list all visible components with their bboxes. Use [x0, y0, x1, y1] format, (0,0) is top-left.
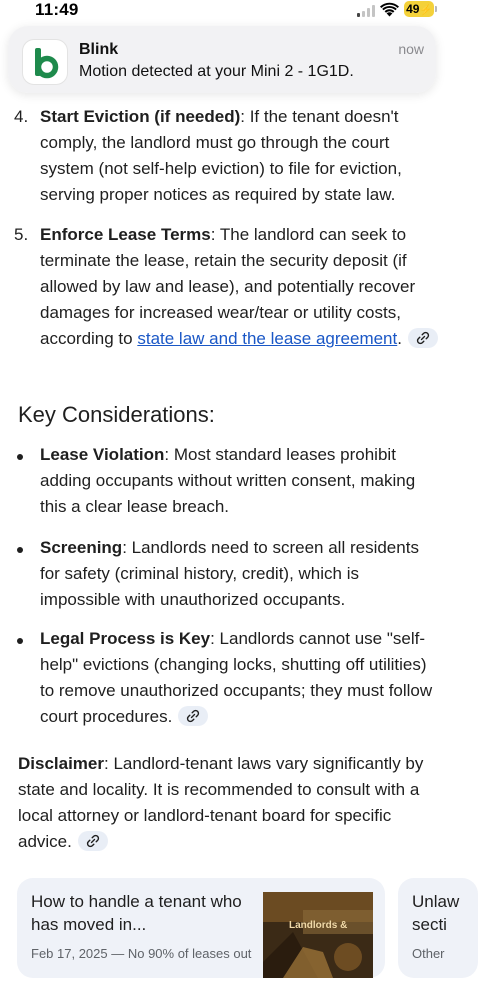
item-end: . — [397, 329, 402, 348]
citation-chip[interactable] — [78, 831, 108, 851]
disclaimer-title: Disclaimer — [18, 754, 104, 773]
source-card-meta: Other — [412, 946, 445, 961]
item-title: Legal Process is Key — [40, 629, 211, 648]
disclaimer-body: : Landlord-tenant laws vary significantly by state and locality. It is recommended to consult with a local attorney or landlord-tenant board for specific advice. — [18, 754, 424, 851]
link-icon — [186, 709, 200, 723]
source-card[interactable] — [17, 878, 385, 978]
item-text — [40, 535, 442, 613]
bullet-dot — [17, 547, 23, 553]
citation-chip[interactable] — [178, 706, 208, 726]
notification-time: now — [398, 41, 424, 57]
item-body: : Landlords cannot use "self-help" evictions (changing locks, shutting off utilities) to remove unauthorized occupants; they must follow court procedures. — [40, 629, 433, 726]
link-icon — [416, 331, 430, 345]
notification-message: Motion detected at your Mini 2 - 1G1D. — [79, 63, 354, 80]
item-body: : If the tenant doesn't comply, the landlord must go through the court system (not self-help eviction) to file for eviction, serving proper notices as required by state law. — [40, 107, 402, 204]
notification-app-name: Blink — [79, 41, 119, 58]
item-text — [40, 104, 442, 208]
item-number: 5. — [14, 225, 29, 244]
item-body: : The landlord can seek to terminate the lease, retain the security deposit (if allowed by law and lease), and potentially recover damages for increased wear/tear or utility costs, according to — [40, 225, 416, 348]
battery-indicator — [404, 1, 434, 17]
status-time: 11:49 — [35, 0, 79, 19]
wifi-icon — [380, 3, 399, 17]
source-card-thumbnail — [263, 892, 373, 978]
blink-app-icon — [23, 40, 67, 84]
item-title: Lease Violation — [40, 445, 165, 464]
item-text — [40, 626, 442, 730]
source-link[interactable]: state law and the lease agreement — [137, 329, 398, 348]
thumbnail-image — [263, 892, 373, 978]
bullet-dot — [17, 454, 23, 460]
item-title: Screening — [40, 538, 123, 557]
key-considerations-heading: Key Considerations: — [18, 402, 215, 427]
citation-chip[interactable] — [408, 328, 438, 348]
item-body: : Landlords need to screen all residents for safety (criminal history, credit), which is impossible with unauthorized occupants. — [40, 538, 419, 609]
item-body: : Most standard leases prohibit adding occupants without written consent, making this a clear lease breach. — [40, 445, 416, 516]
link-icon — [86, 834, 100, 848]
notification-banner[interactable] — [8, 26, 436, 93]
battery-tip — [435, 6, 437, 12]
item-number: 4. — [14, 107, 29, 126]
source-card-meta: Feb 17, 2025 — No 90% of leases out — [31, 946, 252, 961]
item-title: Start Eviction (if needed) — [40, 107, 241, 126]
source-card-title: Unlaw secti — [412, 892, 460, 934]
item-text — [40, 442, 442, 520]
item-text — [40, 222, 442, 352]
charging-bolt-icon: ⚡ — [419, 5, 432, 16]
thumbnail-caption: Landlords & — [289, 920, 348, 931]
item-title: Enforce Lease Terms — [40, 225, 211, 244]
cellular-signal-icon — [357, 5, 376, 17]
bullet-dot — [17, 638, 23, 644]
source-card[interactable] — [398, 878, 478, 978]
disclaimer-paragraph — [18, 751, 438, 855]
status-bar — [0, 0, 452, 22]
source-card-title: How to handle a tenant who has moved in... — [31, 892, 242, 934]
battery-level: 49 — [406, 2, 420, 16]
